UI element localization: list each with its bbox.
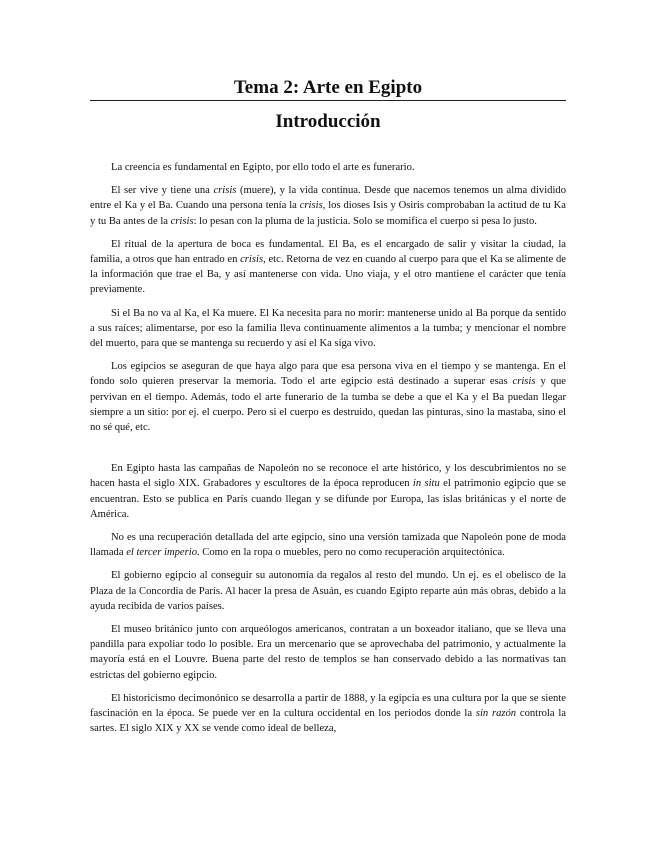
text-run: El ritual de la apertura de boca es fundamental. El Ba, es el encargado de salir y visitar la ciudad, la familia, a otros que han entrado en	[90, 238, 566, 266]
text-run: : lo pesan con la pluma de la justicia. Solo se momifica el cuerpo si pesa lo justo.	[193, 215, 537, 227]
text-run: y que pervivan en el tiempo. Además, todo el arte funerario de la tumba se debe a que el Ka y el Ba puedan llegar siempre a un sitio: por ej. el cuerpo. Pero si el cuerpo es destruido, quedan las pinturas, sino la mastaba, sino el no sé qué, etc.	[90, 376, 566, 434]
body-paragraph	[90, 461, 566, 522]
text-run: El gobierno egipcio al conseguir su autonomía da regalos al resto del mundo. Un ej. es el obelisco de la Plaza de la Concordia de París. Al hacer la presa de Asuán, es cuando Egipto reparte aún más obras, debido a la ayuda recibida de varios países.	[90, 570, 566, 612]
italic-term: in situ	[412, 478, 440, 490]
text-run: el patrimonio egipcio que se encuentran. Esto se publica en París cuando llegan y se difunde por Europa, las islas británicas y el norte de América.	[90, 478, 566, 520]
text-run: El historicismo decimonónico se desarrolla a partir de 1888, y la egipcia es una cultura por la que se siente fascinación en la época. Se puede ver en la cultura occidental en los periodos donde la	[90, 692, 566, 720]
text-run: En Egipto hasta las campañas de Napoleón no se reconoce el arte histórico, y los descubrimientos no se hacen hasta el siglo XIX. Grabadores y escultores de la época reproducen	[90, 463, 566, 490]
body-paragraph	[90, 530, 566, 560]
text-run: (muere), y la vida continua. Desde que nacemos tenemos un alma dividido entre el Ka y el Ba. Cuando una persona tenía la	[90, 185, 566, 212]
body-paragraph	[90, 568, 566, 614]
italic-term: crisis	[512, 376, 536, 388]
document-body	[90, 160, 566, 737]
italic-term: sin razón	[475, 708, 517, 720]
body-paragraph	[90, 359, 566, 435]
section-heading: Introducción	[275, 111, 381, 132]
title-rule	[90, 100, 566, 101]
italic-term: crisis	[170, 215, 194, 227]
text-run: Si el Ba no va al Ka, el Ka muere. El Ka necesita para no morir: mantenerse unido al Ba porque da sentido a sus raíces; alimentarse, por eso la familia lleva continuamente alimentos a la tumba; y mencionar el nombre del muerto, para que se mantenga su recuerdo y así el Ka siga vivo.	[90, 307, 566, 350]
italic-term: crisis	[299, 200, 323, 212]
text-run: La creencia es fundamental en Egipto, por ello todo el arte es funerario.	[111, 162, 415, 173]
text-run: , los dioses Isis y Osiris comprobaban la actitud de tu Ka y tu Ba antes de la	[90, 200, 567, 227]
body-paragraph	[90, 691, 566, 737]
text-run: El museo británico junto con arqueólogos americanos, contratan a un boxeador italiano, que se lleva una pandilla para expoliar todo lo posible. Era un mercenario que se aprovechaba del patrimonio, y actualmente la mayoría está en el Louvre. Buena parte del resto de templos se han conservado debido a las normativas tan estrictas del gobierno egipcio.	[90, 624, 566, 681]
body-paragraph	[90, 160, 566, 175]
text-run: , etc. Retorna de vez en cuando al cuerpo para que el Ka se alimente de la información que trae el Ba, y así mantenerse con vida. Uno viaja, y el otro mantiene el carácter que tenía previamente.	[90, 254, 566, 296]
title-block	[90, 76, 566, 100]
text-run: Los egipcios se aseguran de que haya algo para que esa persona viva en el tiempo y se mantenga. En el fondo solo quieren preservar la memoria. Todo el arte egipcio está destinado a superar esas	[90, 361, 566, 388]
text-run: El ser vive y tiene una	[111, 185, 214, 197]
text-run: . Como en la ropa o muebles, pero no como recuperación arquitectónica.	[197, 547, 505, 559]
italic-term: el tercer imperio	[126, 547, 197, 559]
body-paragraph	[90, 237, 566, 298]
text-run: controla la sartes. El siglo XIX y XX se vende como ideal de belleza,	[90, 708, 566, 735]
text-run: No es una recuperación detallada del arte egipcio, sino una versión tamizada que Napoleón pone de moda llamada	[90, 532, 566, 559]
body-paragraph	[90, 622, 566, 683]
body-paragraph	[90, 306, 566, 352]
page-title: Tema 2: Arte en Egipto	[233, 77, 423, 98]
italic-term: crisis	[213, 185, 237, 197]
body-paragraph	[90, 183, 566, 229]
italic-term: crisis	[240, 254, 264, 266]
